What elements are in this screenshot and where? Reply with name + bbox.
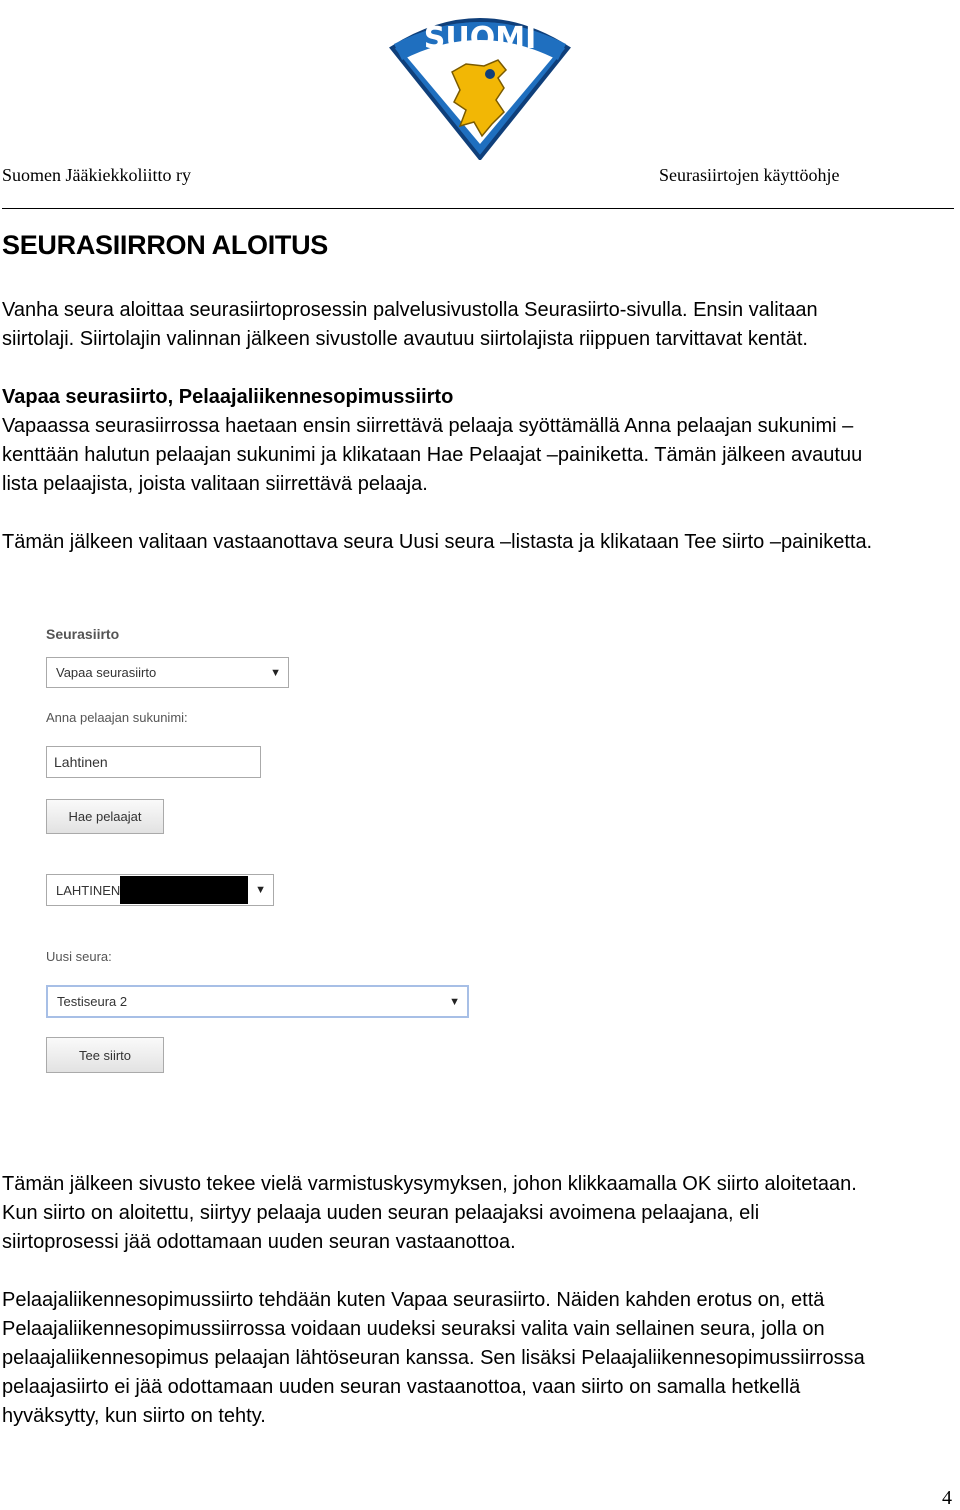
surname-input[interactable] xyxy=(46,746,261,778)
section-line: lista pelaajista, joista valitaan siirrettävä pelaaja. xyxy=(2,473,428,495)
intro-line: Vanha seura aloittaa seurasiirtoprosessin palvelusivustolla Seurasiirto-sivulla. Ensin valitaan xyxy=(2,299,818,321)
intro-line: siirtolaji. Siirtolajin valinnan jälkeen sivustolle avautuu siirtolajista riippuen tarvittavat kentät. xyxy=(2,328,808,350)
redaction-bar xyxy=(120,876,248,904)
section-paragraph xyxy=(2,383,862,499)
chevron-down-icon: ▼ xyxy=(270,666,281,679)
surname-label: Anna pelaajan sukunimi: xyxy=(46,710,188,725)
section-title: SEURASIIRRON ALOITUS xyxy=(2,230,329,260)
new-club-select[interactable] xyxy=(46,985,469,1018)
final-line: pelaajasiirto ei jää odottamaan uuden seuran vastaanottoa, vaan siirto on samalla hetkellä xyxy=(2,1376,801,1398)
transfer-type-select[interactable] xyxy=(46,657,289,688)
form-heading: Seurasiirto xyxy=(46,626,120,642)
chevron-down-icon: ▼ xyxy=(449,995,460,1008)
after-form-paragraph xyxy=(2,1170,857,1257)
intro-paragraph xyxy=(2,296,818,354)
search-players-button[interactable]: Hae pelaajat xyxy=(46,799,164,834)
final-line: hyväksytty, kun siirto on tehty. xyxy=(2,1405,266,1427)
section-line: Vapaassa seurasiirrossa haetaan ensin siirrettävä pelaaja syöttämällä Anna pelaajan sukunimi – xyxy=(2,415,854,437)
after-form-line: siirtoprosessi jää odottamaan uuden seuran vastaanottoa. xyxy=(2,1231,516,1253)
after-form-line: Kun siirto on aloitettu, siirtyy pelaaja uuden seuran pelaajaksi avoimena pelaajana, eli xyxy=(2,1202,760,1224)
after-form-line: Tämän jälkeen sivusto tekee vielä varmistuskysymyksen, johon klikkaamalla OK siirto aloitetaan. xyxy=(2,1173,857,1195)
final-line: Pelaajaliikennesopimussiirrossa voidaan uudeksi seuraksi valita vain sellainen seura, jolla on xyxy=(2,1318,825,1340)
player-select-value: LAHTINEN xyxy=(56,882,121,898)
header-divider xyxy=(2,208,954,209)
page-number: 4 xyxy=(942,1487,952,1509)
header-document-title: Seurasiirtojen käyttöohje xyxy=(659,165,840,185)
surname-value: Lahtinen xyxy=(54,754,108,770)
header-organization: Suomen Jääkiekkoliitto ry xyxy=(2,165,191,185)
section-line: kenttään halutun pelaajan sukunimi ja klikataan Hae Pelaajat –painiketta. Tämän jälkeen avautuu xyxy=(2,444,863,466)
final-line: Pelaajaliikennesopimussiirto tehdään kuten Vapaa seurasiirto. Näiden kahden erotus on, että xyxy=(2,1289,825,1311)
chevron-down-icon: ▼ xyxy=(255,884,266,896)
final-paragraph xyxy=(2,1286,865,1431)
transfer-type-value: Vapaa seurasiirto xyxy=(56,665,157,680)
new-club-label: Uusi seura: xyxy=(46,949,112,964)
section-heading: Vapaa seurasiirto, Pelaajaliikennesopimussiirto xyxy=(2,386,454,408)
final-line: pelaajaliikennesopimus pelaajan lähtöseuran kanssa. Sen lisäksi Pelaajaliikennesopimussiirrossa xyxy=(2,1347,865,1369)
instruction-paragraph xyxy=(2,528,872,557)
make-transfer-button[interactable]: Tee siirto xyxy=(46,1037,164,1073)
new-club-value: Testiseura 2 xyxy=(57,994,128,1009)
instruction-line: Tämän jälkeen valitaan vastaanottava seura Uusi seura –listasta ja klikataan Tee siirto –painiketta. xyxy=(2,531,873,553)
suomi-logo xyxy=(386,4,574,160)
logo-text: SUOMI xyxy=(423,21,537,56)
